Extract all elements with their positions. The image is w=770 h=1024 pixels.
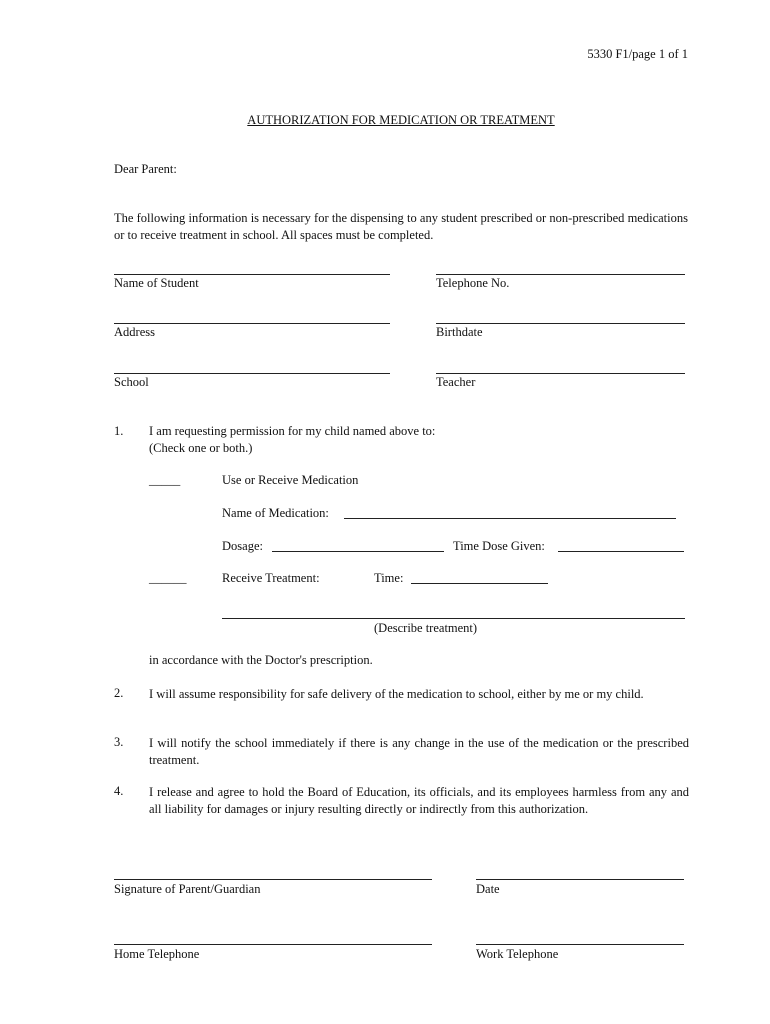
home-telephone-line[interactable]: [114, 944, 432, 945]
page-reference: 5330 F1/page 1 of 1: [587, 47, 688, 61]
describe-treatment-line[interactable]: [222, 618, 685, 619]
work-telephone-line[interactable]: [476, 944, 684, 945]
item-1-subtext: (Check one or both.): [149, 441, 253, 455]
parent-signature-label: Signature of Parent/Guardian: [114, 882, 261, 896]
item-3-text: I will notify the school immediately if there is any change in the use of the medication or the prescribed treatment.: [149, 736, 689, 767]
item-4-number: 4.: [114, 784, 124, 798]
medication-name-line[interactable]: [344, 518, 676, 519]
work-telephone-label: Work Telephone: [476, 947, 559, 961]
item-4-text: I release and agree to hold the Board of Education, its officials, and its employees harmless from any and all liability for damages or injury resulting directly or indirectly from this authorization.: [149, 785, 689, 816]
address-label: Address: [114, 325, 155, 339]
school-label: School: [114, 375, 149, 389]
dosage-line[interactable]: [272, 551, 444, 552]
form-title-text: AUTHORIZATION FOR MEDICATION OR TREATMENT: [247, 113, 555, 127]
salutation: Dear Parent:: [114, 162, 177, 176]
item-1-number: 1.: [114, 424, 124, 438]
birthdate-label: Birthdate: [436, 325, 483, 339]
treatment-time-line[interactable]: [411, 583, 548, 584]
item-2-number: 2.: [114, 686, 124, 700]
telephone-label: Telephone No.: [436, 276, 510, 290]
date-label: Date: [476, 882, 500, 896]
intro-paragraph: The following information is necessary for the dispensing to any student prescribed or non-prescribed medications or to receive treatment in school. All spaces must be completed.: [114, 211, 688, 242]
teacher-line[interactable]: [436, 373, 685, 374]
prescription-note: in accordance with the Doctor's prescription.: [149, 653, 373, 667]
time-dose-line[interactable]: [558, 551, 684, 552]
school-line[interactable]: [114, 373, 390, 374]
telephone-line[interactable]: [436, 274, 685, 275]
medication-checkbox-blank[interactable]: _____: [149, 473, 181, 487]
time-dose-label: Time Dose Given:: [453, 539, 545, 553]
date-line[interactable]: [476, 879, 684, 880]
form-title: [0, 113, 770, 128]
student-name-label: Name of Student: [114, 276, 199, 290]
medication-name-label: Name of Medication:: [222, 506, 329, 520]
birthdate-line[interactable]: [436, 323, 685, 324]
address-line[interactable]: [114, 323, 390, 324]
dosage-label: Dosage:: [222, 539, 263, 553]
treatment-option-label: Receive Treatment:: [222, 571, 320, 585]
student-name-line[interactable]: [114, 274, 390, 275]
teacher-label: Teacher: [436, 375, 476, 389]
item-2-text: I will assume responsibility for safe delivery of the medication to school, either by me or my child.: [149, 687, 644, 701]
treatment-time-label: Time:: [374, 571, 404, 585]
describe-treatment-label: (Describe treatment): [374, 621, 478, 635]
home-telephone-label: Home Telephone: [114, 947, 200, 961]
item-3-number: 3.: [114, 735, 124, 749]
treatment-checkbox-blank[interactable]: ______: [149, 571, 187, 585]
item-1-text: I am requesting permission for my child named above to:: [149, 424, 436, 438]
medication-option-label: Use or Receive Medication: [222, 473, 359, 487]
parent-signature-line[interactable]: [114, 879, 432, 880]
